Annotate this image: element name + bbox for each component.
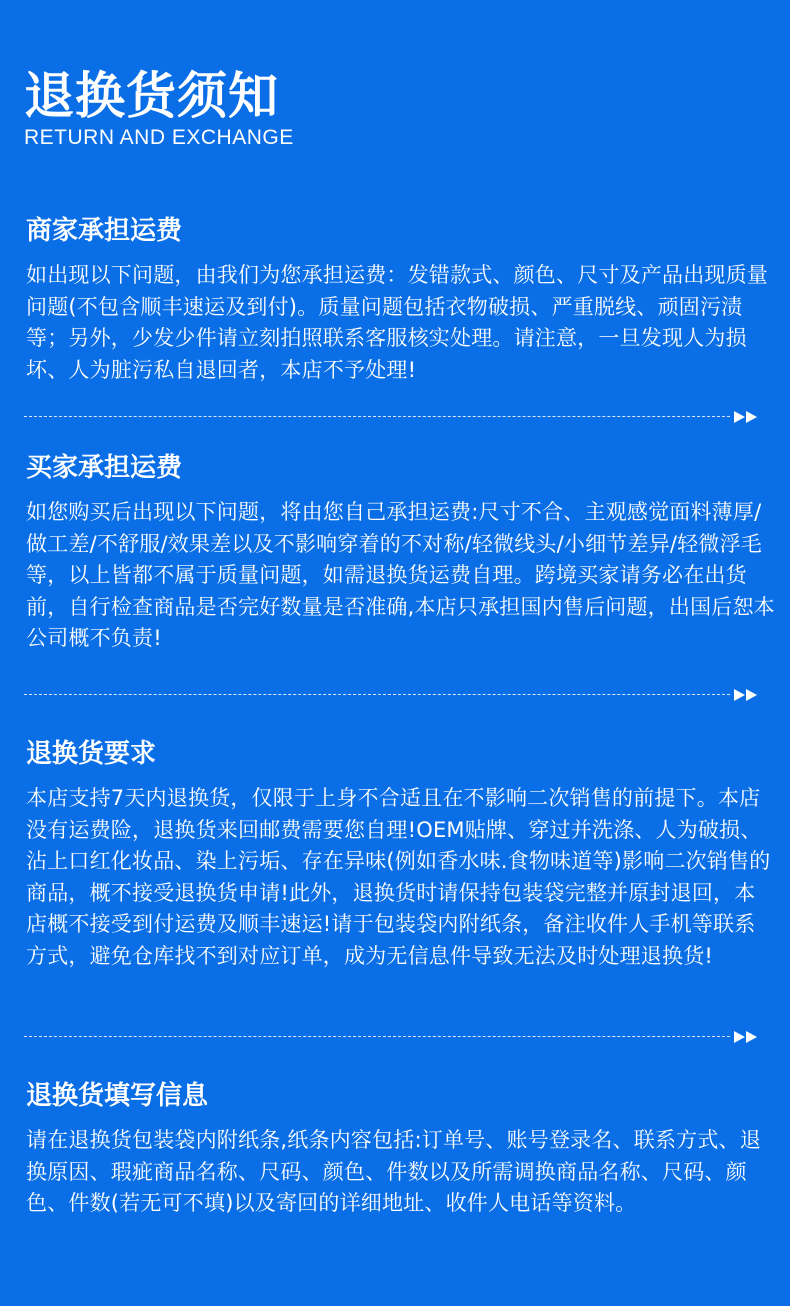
dashed-line	[24, 1036, 730, 1037]
section-body: 请在退换货包装袋内附纸条,纸条内容包括:订单号、账号登录名、联系方式、退换原因、瑕疵商品名称、尺码、颜色、件数以及所需调换商品名称、尺码、颜色、件数(若无可不填)以及寄回的详细地址、收件人电话等资料。	[26, 1128, 761, 1215]
section-title: 退换货填写信息	[26, 1081, 209, 1111]
section-return-requirements	[26, 737, 776, 972]
page-title: 退换货须知	[24, 67, 279, 125]
section-divider	[24, 1030, 758, 1044]
section-title: 退换货要求	[26, 739, 157, 769]
dashed-line	[24, 694, 730, 695]
section-buyer-pays-shipping	[26, 451, 776, 655]
section-body: 本店支持7天内退换货，仅限于上身不合适且在不影响二次销售的前提下。本店没有运费险，退换货来回邮费需要您自理!OEM贴牌、穿过并洗涤、人为破损、沾上口红化妆品、染上污垢、存在异味(例如香水味.食物味道等)影响二次销售的商品，概不接受退换货申请!此外，退换货时请保持包装袋完整并原封退回，本店概不接受到付运费及顺丰速运!请于包装袋内附纸条，备注收件人手机等联系方式，避免仓库找不到对应订单，成为无信息件导致无法及时处理退换货!	[26, 786, 771, 968]
section-divider	[24, 688, 758, 702]
section-body: 如出现以下问题，由我们为您承担运费：发错款式、颜色、尺寸及产品出现质量问题(不包含顺丰速运及到付)。质量问题包括衣物破损、严重脱线、顽固污渍等；另外，少发少件请立刻拍照联系客服核实处理。请注意，一旦发现人为损坏、人为脏污私自退回者，本店不予处理!	[26, 263, 768, 382]
double-arrow-right-icon	[734, 688, 758, 702]
section-divider	[24, 410, 758, 424]
dashed-line	[24, 416, 730, 417]
section-title: 买家承担运费	[26, 453, 183, 483]
section-return-info	[26, 1079, 776, 1220]
double-arrow-right-icon	[734, 1030, 758, 1044]
section-body: 如您购买后出现以下问题，将由您自己承担运费:尺寸不合、主观感觉面料薄厚/做工差/不舒服/效果差以及不影响穿着的不对称/轻微线头/小细节差异/轻微浮毛等，以上皆都不属于质量问题，如需退换货运费自理。跨境买家请务必在出货前，自行检查商品是否完好数量是否准确,本店只承担国内售后问题，出国后恕本公司概不负责!	[26, 500, 775, 650]
double-arrow-right-icon	[734, 410, 758, 424]
section-seller-pays-shipping	[26, 214, 776, 386]
page-subtitle: RETURN AND EXCHANGE	[24, 126, 294, 149]
page-header	[24, 66, 294, 150]
section-title: 商家承担运费	[26, 216, 183, 246]
